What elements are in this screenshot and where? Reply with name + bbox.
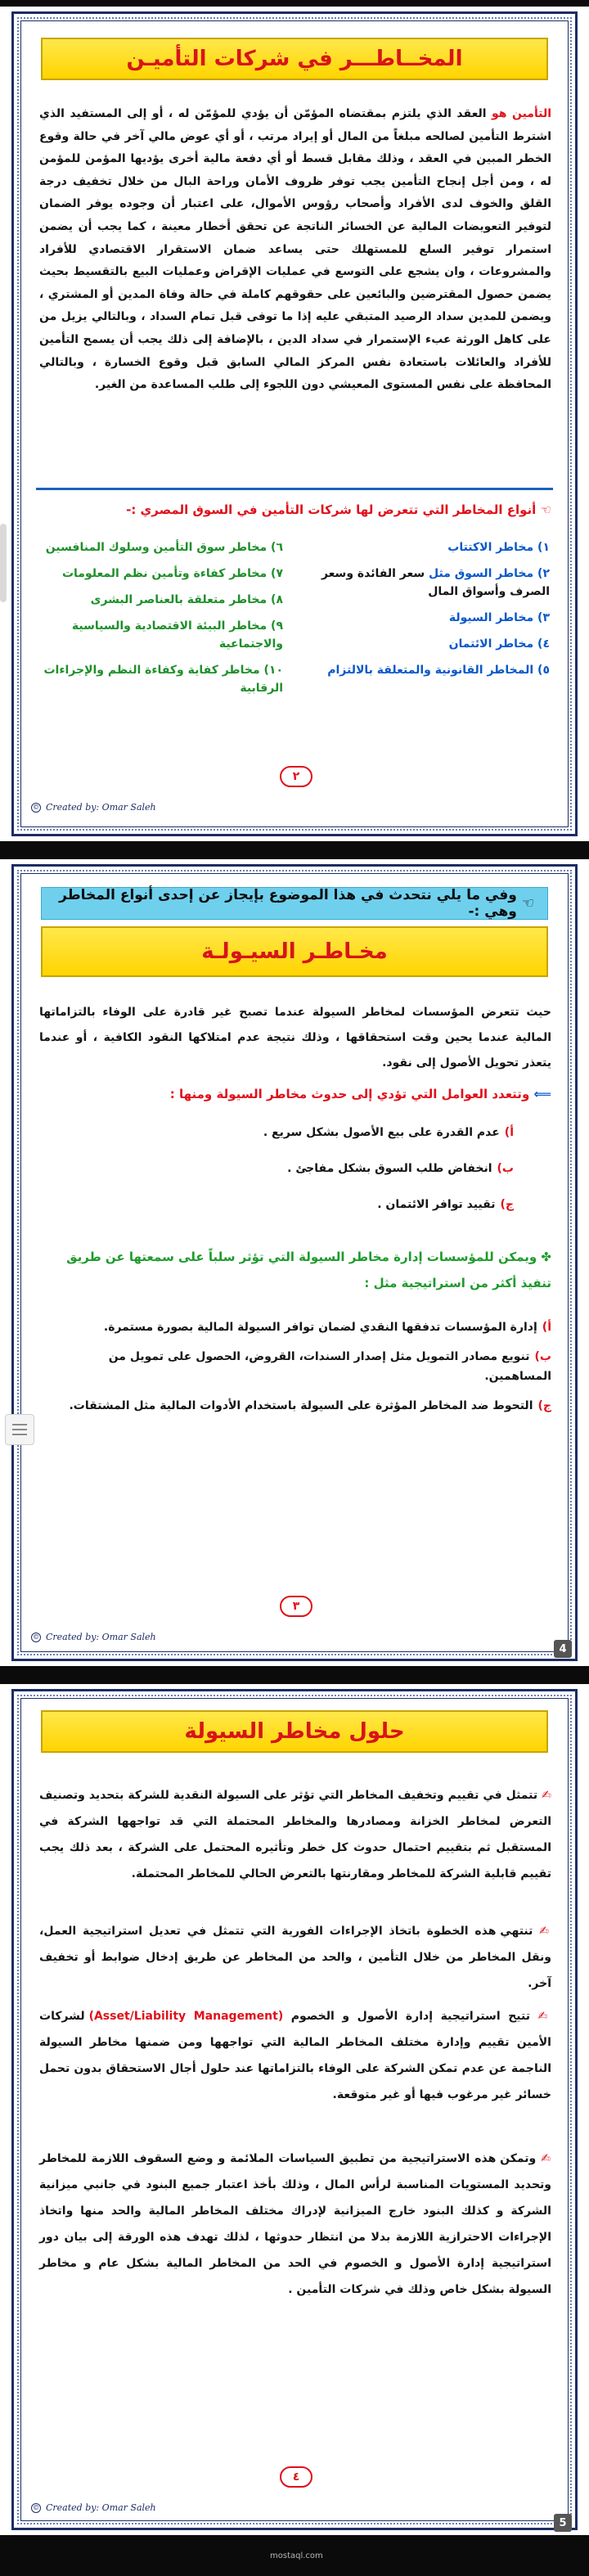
list-item: ب)انخفاض طلب السوق بشكل مفاجئ . (287, 1162, 514, 1175)
term-highlight: (Asset/Liability Management) (88, 2010, 284, 2023)
list-item: ج)التحوط ضد المخاطر المؤثرة على السيولة باستخدام الأدوات المالية مثل المشتقات. (69, 1399, 551, 1412)
list-item: أ)إدارة المؤسسات تدفقها النقدي لضمان توافر السيولة المالية بصورة مستمرة. (103, 1321, 551, 1334)
document-page-4 (7, 1684, 582, 2535)
top-edge (0, 0, 589, 7)
list-item: أ)عدم القدرة على بيع الأصول بشكل سريع . (263, 1126, 514, 1139)
document-page-2 (7, 7, 582, 841)
list-item: ١٠) مخاطر كفاية وكفاءة النظم والإجراءات الرقابية (43, 664, 283, 695)
intro-paragraph: حيث تتعرض المؤسسات لمخاطر السيولة عندما تصبح غير قادرة على الوفاء بالتزاماتها المالية عندما يحين وقت استحقاقها ، وذلك نتيجة عدم امتلاكها النقود الكافية ، أو عندما يتعذر تحويل الأصول إلى نقود. (39, 1006, 551, 1070)
factors-list (39, 1123, 514, 1231)
strategies-heading: ✤ ويمكن للمؤسسات إدارة مخاطر السيولة التي تؤثر سلباً على سمعتها عن طريق تنفيذ أكثر من استراتيجية مثل : (66, 1250, 551, 1290)
page-separator (0, 841, 589, 859)
document-page-3 (7, 859, 582, 1666)
list-item: ٧) مخاطر كفاءة وتأمين نظم المعلومات (61, 567, 283, 580)
page-number-badge: ٣ (280, 1596, 312, 1617)
list-item: ٨) مخاطر متعلقة بالعناصر البشرى (90, 593, 283, 606)
hand-pointer-icon: ☜ (516, 895, 534, 912)
types-heading: ☜ أنواع المخاطر التي تتعرض لها شركات التأمين في السوق المصري :- (126, 502, 551, 517)
credit-footer: © Created by: Omar Saleh (33, 802, 156, 813)
list-item: ٦) مخاطر سوق التأمين وسلوك المنافسين (45, 541, 283, 554)
list-item: ١) مخاطر الاكتتاب (447, 541, 550, 554)
solutions-paragraph-1: ✍ تتمثل في تقييم وتخفيف المخاطر التي تؤثر على السيولة النقدية للشركة بتحديد وتصنيف التعرض لمخاطر الخزانة ومصادرها والمخاطر المحتملة التي قد تواجهها الشركة في المستقبل ثم بتقييم احتمال حدوث كل خطر وتأثيره المحتمل على الشركة ، بعد ذلك يجب تقييم قابلية الشركة للمخاطر ومقارنتها بالتعرض الحالي للمخاطر المحتملة. (39, 1789, 551, 1880)
risk-list-right (304, 538, 550, 687)
page-number-badge: ٢ (280, 766, 312, 787)
page-title: المخــاطـــر في شركات التأميـن (126, 47, 463, 71)
intro-banner: ☜ وفي ما يلي نتحدث في هذا الموضوع بإيجاز عن إحدى أنواع المخاطر وهي :- (41, 887, 548, 920)
check-mark-icon: ✍ (533, 1925, 551, 1938)
check-mark-icon: ✍ (537, 1789, 551, 1802)
page-title: مخـاطـر السيـولـة (201, 939, 388, 964)
risk-list-left (38, 538, 283, 705)
scrollbar-thumb[interactable] (0, 524, 7, 602)
handle-line-icon (12, 1434, 27, 1435)
viewer-page-indicator: 4 (554, 1640, 572, 1658)
intro-paragraph (39, 103, 551, 397)
handle-line-icon (12, 1429, 27, 1430)
list-item: ب)تنويع مصادر التمويل مثل إصدار السندات، القروض، الحصول على تمويل من المساهمين. (108, 1350, 551, 1383)
handle-line-icon (12, 1424, 27, 1425)
page-title-banner (41, 38, 548, 80)
list-item: ج)تقييد توافر الائتمان . (377, 1198, 514, 1211)
solutions-paragraph-3: ✍ تتيح استراتيجية إدارة الأصول و الخصوم (Asset/Liability Management) لشركات الأمين تقييم وإدارة مختلف المخاطر المالية التي تواجهها ومن ضمنها مخاطر السيولة الناجمة عن عدم تمكن الشركة على الوفاء بالتزاماتها عند حلول أجال الاستحقاق بدون تحمل خسائر غير مرغوب فيها أو غير متوقعة. (39, 2010, 551, 2101)
solutions-paragraph-4: ✍ وتمكن هذه الاستراتيجية من تطبيق السياسات الملائمة و وضع السقوف اللازمة للمخاطر وتحديد المستويات المناسبة لرأس المال ، وذلك بأخذ اعتبار جميع البنود في جانبي ميزانية الشركة و كذلك البنود خارج الميزانية لإدراك مختلف المخاطر المالية والحد منها واتخاذ الإجراءات الاحترازية اللازمة بدلا من انتظار حدوثها ، لذلك تهدف هذه الورقة إلى بيان دور استراتيجية إدارة الأصول و الخصوم في الحد من المخاطر المالية بشكل عام و مخاطر السيولة بشكل خاص وذلك في شركات التأمين . (39, 2152, 551, 2296)
list-item: ٤) مخاطر الائتمان (448, 637, 550, 651)
page-title: حلول مخاطر السيولة (184, 1719, 405, 1744)
hand-pointer-icon: ☜ (536, 502, 551, 517)
solutions-paragraph-2: ✍ تنتهي هذه الخطوة باتخاذ الإجراءات الفورية التي تتمثل في تعديل استراتيجية العمل، ونقل المخاطر من خلال التأمين ، والحد من المخاطر عن طريق إدخال ضوابط أو تخفيف آخر. (39, 1925, 551, 1990)
leaf-icon: ✤ (537, 1250, 551, 1264)
section-divider (36, 488, 553, 490)
page-number-badge: ٤ (280, 2466, 312, 2488)
check-mark-icon: ✍ (529, 2010, 551, 2023)
list-item: ٩) مخاطر البيئة الاقتصادية والسياسية والاجتماعية (71, 619, 283, 651)
page-title-banner (41, 926, 548, 977)
copyright-icon: © (33, 804, 39, 811)
credit-footer: © Created by: Omar Saleh (33, 2502, 156, 2513)
factors-heading: ⟸ وتتعدد العوامل التي تؤدي إلى حدوث مخاطر السيولة ومنها : (169, 1087, 551, 1101)
list-item: ٣) مخاطر السيولة (448, 611, 550, 624)
page-separator (0, 1666, 589, 1684)
drag-handle[interactable] (5, 1414, 34, 1445)
list-item: ٢) مخاطر السوق مثل سعر الفائدة وسعر الصرف وأسواق المال (321, 567, 550, 598)
term-highlight: التأمين هو (492, 107, 551, 120)
intro-text: العقد الذي يلتزم بمقتضاه المؤمّن أن يؤدي للمؤمّن له ، أو إلى المستفيد الذي اشترط التأمين لصالحه مبلغاً من المال أو إيراد مرتب ، أو أي عوض مالي آخر في حالة وقوع الخطر المبين في العقد ، وذلك مقابل قسط أو أي دفعة مالية أخرى يؤديها المؤمن للمؤمن له ، ومن أجل إنجاح التأمين يجب توفر ظروف الأمان وراحة البال من خلال تخفيف درجة القلق والخوف لدى الأفراد وأصحاب رؤوس الأموال، على اعتبار أن وجوده يوفر الضمان لتوفير التعويضات المالية عن الخسائر الناتجة عن تحقق أخطار معينة ، كما يجب أن يضمن استمرار توفير السلع للمستهلك حتى يساعد ضمان الاستقرار الاقتصادي للأفراد والمشروعات ، وان يشجع على التوسع في عمليات الإقراض وعمليات البيع بالتقسيط بحيث يضمن حصول المقترضين والبائعين على حقوقهم كاملة في حالة وفاة المدين أو المشتري ، ويضمن للمدين سداد الرصيد المتبقي عليه إذا ما توفى قبل تمام السداد ، وبالتالي يزيل من على كاهل الورثة عبء الإستمرار في سداد الدين ، بالإضافة إلى ذلك يجب أن يسمح التأمين للأفراد والعائلات باستعادة نفس المركز المالي السابق قبل وقوع الخسارة ، وبالتالي المحافظة على نفس المستوى المعيشي دون اللجوء إلى طلب المساعدة من الغير. (39, 107, 551, 392)
list-item: ٥) المخاطر القانونية والمتعلقة بالالتزام (327, 664, 550, 677)
copyright-icon: © (33, 1633, 39, 1641)
arrow-icon: ⟸ (529, 1087, 551, 1101)
page-title-banner (41, 1710, 548, 1753)
viewer-page-indicator: 5 (554, 2514, 572, 2532)
strategies-list (39, 1317, 551, 1425)
credit-footer: © Created by: Omar Saleh (33, 1632, 156, 1642)
watermark: mostaql.com (270, 2551, 323, 2560)
copyright-icon: © (33, 2504, 39, 2511)
check-mark-icon: ✍ (536, 2152, 551, 2165)
